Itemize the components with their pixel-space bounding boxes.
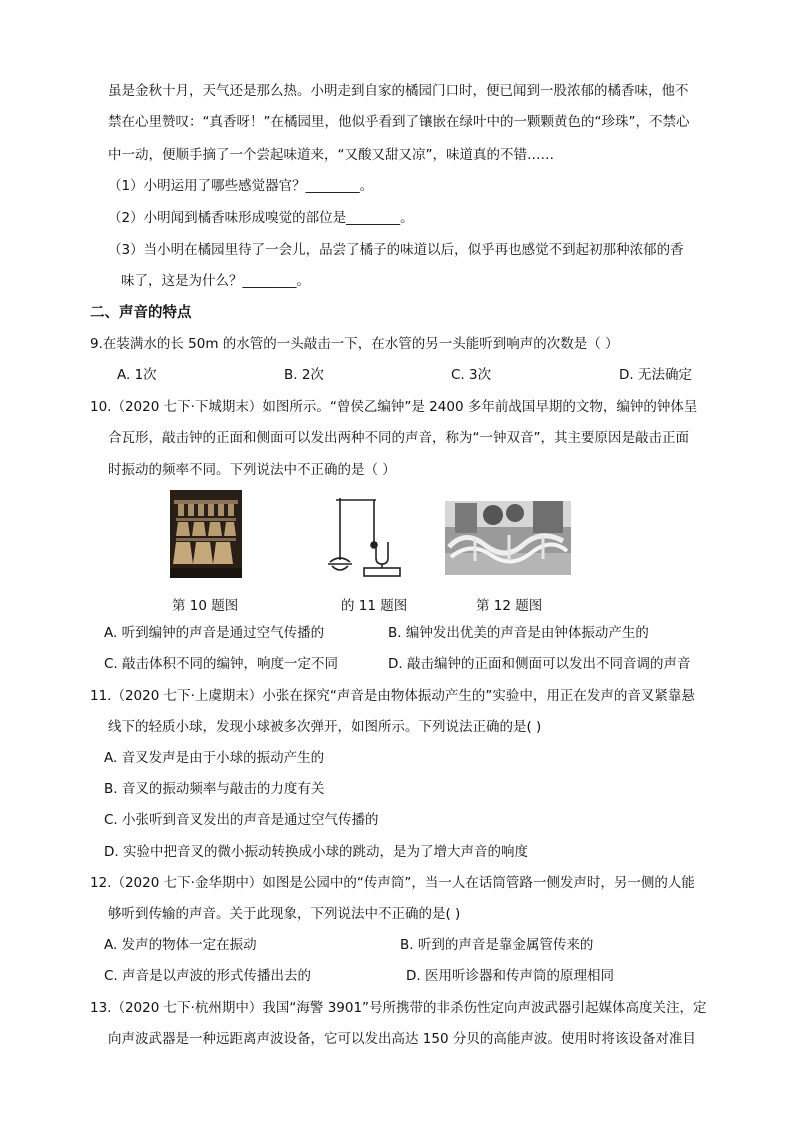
q11-option-a: A. 音叉发声是由于小球的振动产生的	[104, 750, 325, 766]
passage-question-1: （1）小明运用了哪些感觉器官？________。	[108, 178, 374, 194]
q11-option-c: C. 小张听到音叉发出的声音是通过空气传播的	[104, 812, 379, 828]
passage-line-1: 虽是金秋十月，天气还是那么热。小明走到自家的橘园门口时，便已闻到一股浓郁的橘香味，他不	[108, 83, 689, 99]
q10-stem-line-2: 合瓦形，敲击钟的正面和侧面可以发出两种不同的声音，称为“一钟双音”，其主要原因是敲击正面	[108, 430, 689, 446]
passage-question-2: （2）小明闻到橘香味形成嗅觉的部位是________。	[108, 210, 414, 226]
q12-stem-line-2: 够听到传输的声音。关于此现象，下列说法中不正确的是( )	[108, 906, 461, 922]
figure-11-caption: 的 11 题图	[341, 598, 408, 614]
passage-question-3b: 味了，这是为什么？________。	[121, 273, 310, 289]
q10-option-a: A. 听到编钟的声音是通过空气传播的	[104, 625, 325, 641]
figure-11-tuning-fork-diagram	[318, 492, 402, 578]
q10-stem-line-3: 时振动的频率不同。下列说法中不正确的是（ ）	[108, 462, 396, 478]
q11-stem-line-2: 线下的轻质小球，发现小球被多次弹开，如图所示。下列说法正确的是( )	[108, 719, 542, 735]
figure-12-park-photo	[445, 501, 571, 575]
q11-stem-line-1: 11.（2020 七下·上虞期末）小张在探究“声音是由物体振动产生的”实验中，用正在发声的音叉紧靠悬	[90, 688, 695, 704]
q11-option-d: D. 实验中把音叉的微小振动转换成小球的跳动，是为了增大声音的响度	[104, 844, 528, 860]
q12-option-a: A. 发声的物体一定在振动	[104, 937, 257, 953]
q10-stem-line-1: 10.（2020 七下·下城期末）如图所示。“曾侯乙编钟”是 2400 多年前战国早期的文物，编钟的钟体呈	[90, 399, 698, 415]
q9-option-d: D. 无法确定	[619, 367, 692, 383]
q13-stem-line-2: 向声波武器是一种远距离声波设备，它可以发出高达 150 分贝的高能声波。使用时将该设备对准目	[108, 1031, 696, 1047]
passage-line-2: 禁在心里赞叹：“真香呀！”在橘园里，他似乎看到了镶嵌在绿叶中的一颗颗黄色的“珍珠”，不禁心	[108, 114, 690, 130]
q9-option-a: A. 1次	[117, 367, 157, 383]
q9-stem: 9.在装满水的长 50m 的水管的一头敲击一下，在水管的另一头能听到响声的次数是（ ）	[90, 336, 619, 352]
q9-option-c: C. 3次	[451, 367, 492, 383]
q10-option-b: B. 编钟发出优美的声音是由钟体振动产生的	[388, 625, 649, 641]
figure-10-caption: 第 10 题图	[172, 598, 239, 614]
q10-option-c: C. 敲击体积不同的编钟，响度一定不同	[104, 656, 339, 672]
passage-line-3: 中一动，便顺手摘了一个尝起味道来，“又酸又甜又凉”，味道真的不错……	[108, 147, 554, 163]
q12-option-c: C. 声音是以声波的形式传播出去的	[104, 968, 312, 984]
figure-12-caption: 第 12 题图	[476, 598, 543, 614]
q12-option-b: B. 听到的声音是靠金属管传来的	[400, 937, 594, 953]
q9-option-b: B. 2次	[284, 367, 324, 383]
q12-stem-line-1: 12.（2020 七下·金华期中）如图是公园中的“传声筒”，当一人在话筒管路一侧发声时，另一侧的人能	[90, 875, 695, 891]
section-title: 二、声音的特点	[90, 305, 192, 321]
figure-10-bells-photo	[170, 490, 242, 578]
passage-question-3a: （3）当小明在橘园里待了一会儿，品尝了橘子的味道以后，似乎再也感觉不到起初那种浓郁的香	[108, 242, 684, 258]
q11-option-b: B. 音叉的振动频率与敲击的力度有关	[104, 781, 325, 797]
q13-stem-line-1: 13.（2020 七下·杭州期中）我国“海警 3901”号所携带的非杀伤性定向声波武器引起媒体高度关注，定	[90, 1000, 707, 1016]
q10-option-d: D. 敲击编钟的正面和侧面可以发出不同音调的声音	[388, 656, 691, 672]
q12-option-d: D. 医用听诊器和传声筒的原理相同	[406, 968, 614, 984]
